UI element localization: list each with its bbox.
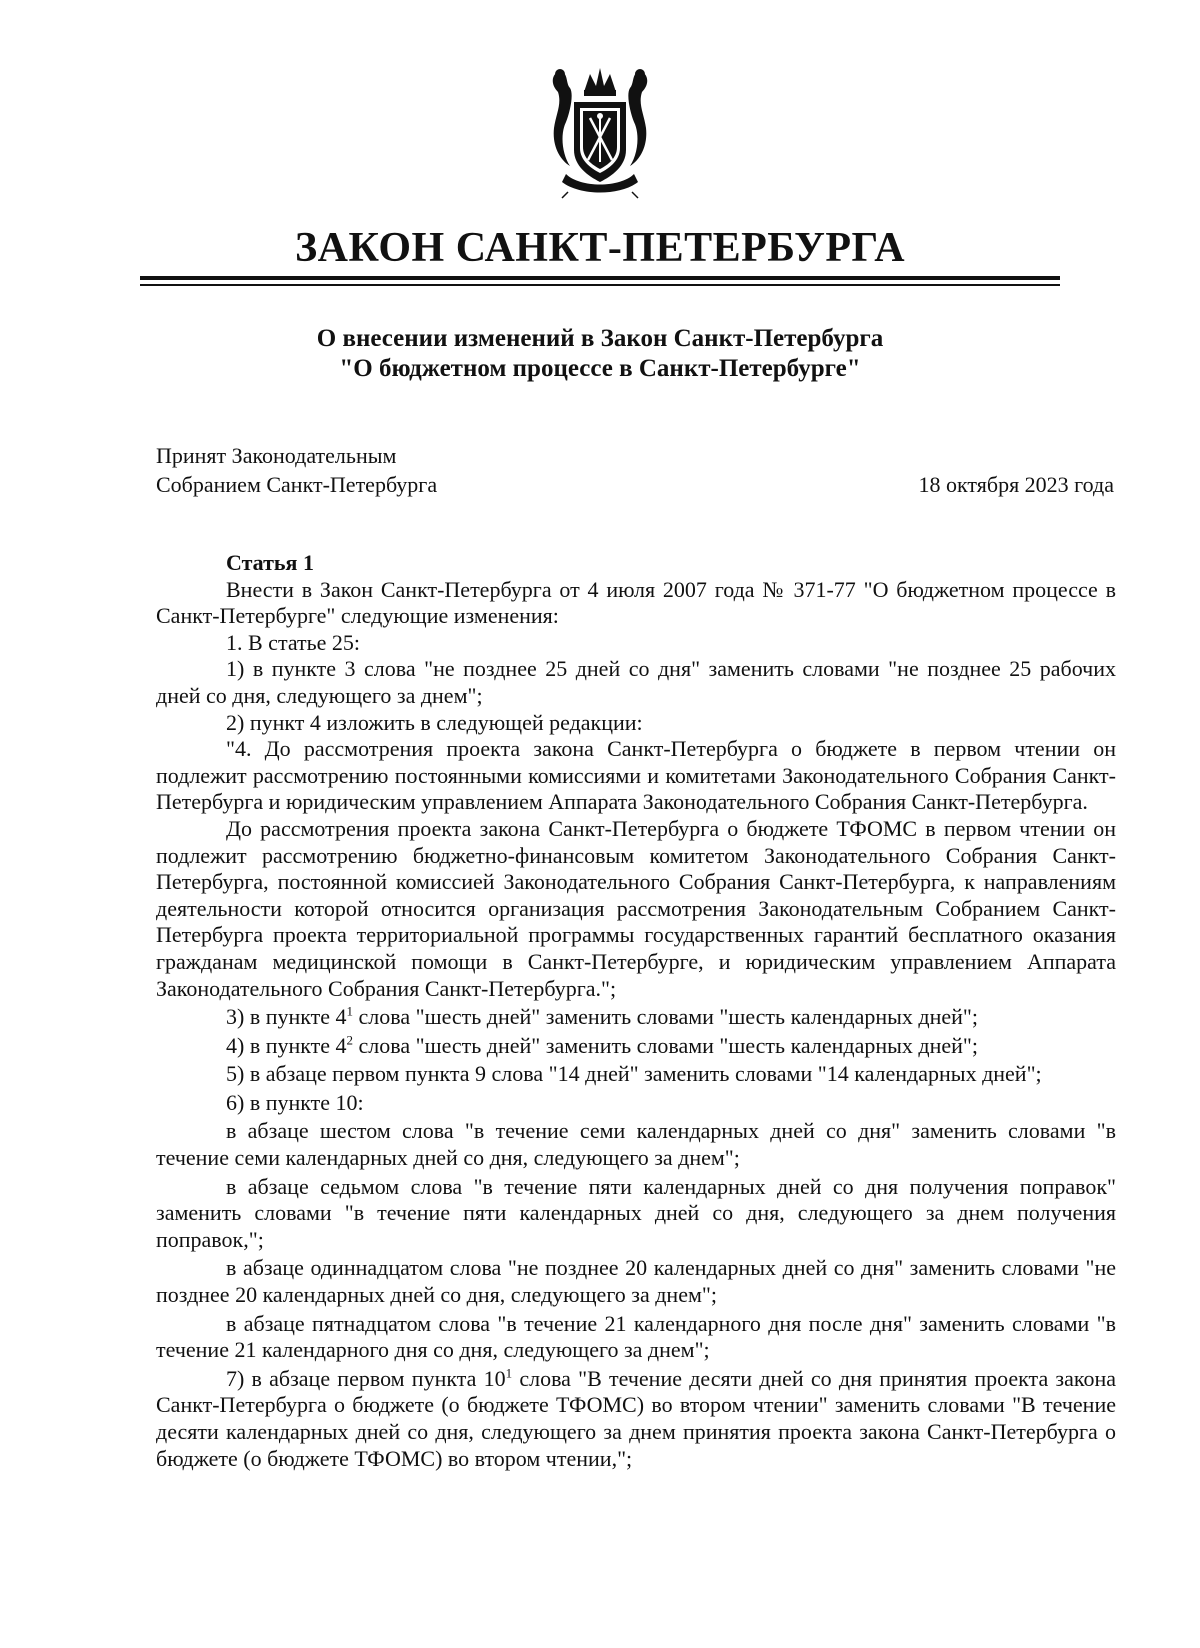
paragraph: 6) в пункте 10: <box>226 1089 364 1115</box>
law-subtitle <box>0 324 1200 384</box>
paragraph: в абзаце одиннадцатом слова "не позднее 20 календарных дней со дня" заменить словами "не позднее 20 календарных дней со дня, следующего за днем"; <box>156 1255 1116 1308</box>
paragraph <box>156 1366 1116 1472</box>
paragraph: 1) в пункте 3 слова "не позднее 25 дней со дня" заменить словами "не позднее 25 рабочих дней со дня, следующего за днем"; <box>156 656 1116 708</box>
paragraph: 2) пункт 4 изложить в следующей редакции: <box>226 709 643 735</box>
paragraph-text: слова "В течение десяти дней со дня принятия проекта закона Санкт-Петербурга о бюджете (о бюджете ТФОМС) во втором чтении" заменить словами "В течение десяти календарных дней со дня, следующего за днем принятия проекта закона Санкт-Петербурга о бюджете (о бюджете ТФОМС) во втором чтении,"; <box>156 1365 1116 1471</box>
paragraph-text: 4) в пункте 4 <box>226 1032 347 1058</box>
paragraph <box>156 1004 1116 1031</box>
subtitle-line-1: О внесении изменений в Закон Санкт-Петербурга <box>316 325 884 352</box>
adoption-line-2: Собранием Санкт-Петербурга <box>156 472 438 497</box>
paragraph-text: 3) в пункте 4 <box>226 1004 347 1030</box>
paragraph: 1. В статье 25: <box>226 629 361 655</box>
superscript: 2 <box>346 1032 354 1048</box>
subtitle-line-2: "О бюджетном процессе в Санкт-Петербурге" <box>339 355 861 382</box>
paragraph-text: слова "шесть дней" заменить словами "шесть календарных дней"; <box>353 1004 979 1030</box>
paragraph-text: 7) в абзаце первом пункта 10 <box>226 1365 506 1391</box>
paragraph: "4. До рассмотрения проекта закона Санкт-Петербурга о бюджете в первом чтении он подлежит рассмотрению постоянными комиссиями и комитетами Законодательного Собрания Санкт-Петербурга и юридическим управлением Аппарата Законодательного Собрания Санкт-Петербурга. <box>156 736 1116 815</box>
title-divider-thick <box>140 276 1060 280</box>
article-body <box>156 550 1116 1472</box>
adoption-line-1: Принят Законодательным <box>156 443 397 468</box>
coat-of-arms-icon <box>540 62 660 202</box>
paragraph: в абзаце шестом слова "в течение семи календарных дней со дня" заменить словами "в течение семи календарных дней со дня, следующего за днем"; <box>156 1118 1116 1171</box>
adoption-note <box>156 441 437 499</box>
law-title: ЗАКОН САНКТ-ПЕТЕРБУРГА <box>294 225 906 271</box>
adoption-date: 18 октября 2023 года <box>918 472 1114 497</box>
title-divider-thin <box>140 284 1060 286</box>
paragraph: в абзаце седьмом слова "в течение пяти календарных дней со дня получения поправок" заменить словами "в течение пяти календарных дней со дня, следующего за днем получения поправок,"; <box>156 1173 1116 1252</box>
paragraph-text: слова "шесть дней" заменить словами "шесть календарных дней"; <box>353 1032 979 1058</box>
paragraph: До рассмотрения проекта закона Санкт-Петербурга о бюджете ТФОМС в первом чтении он подлежит рассмотрению бюджетно-финансовым комитетом Законодательного Собрания Санкт-Петербурга, постоянной комиссией Законодательного Собрания Санкт-Петербурга, к направлениям деятельности которой относится организация рассмотрения Законодательным Собранием Санкт-Петербурга проекта территориальной программы государственных гарантий бесплатного оказания гражданам медицинской помощи в Санкт-Петербурге, и юридическим управлением Аппарата Законодательного Собрания Санкт-Петербурга."; <box>156 815 1116 1001</box>
superscript: 1 <box>346 1003 354 1019</box>
paragraph <box>156 1033 1116 1060</box>
article-heading: Статья 1 <box>226 550 314 575</box>
paragraph: 5) в абзаце первом пункта 9 слова "14 дней" заменить словами "14 календарных дней"; <box>226 1061 1042 1087</box>
paragraph: Внести в Закон Санкт-Петербурга от 4 июля 2007 года № 371-77 "О бюджетном процессе в Санкт-Петербурге" следующие изменения: <box>156 576 1116 629</box>
paragraph: в абзаце пятнадцатом слова "в течение 21 календарного дня после дня" заменить словами "в течение 21 календарного дня со дня, следующего за днем"; <box>156 1310 1116 1363</box>
superscript: 1 <box>505 1365 513 1381</box>
